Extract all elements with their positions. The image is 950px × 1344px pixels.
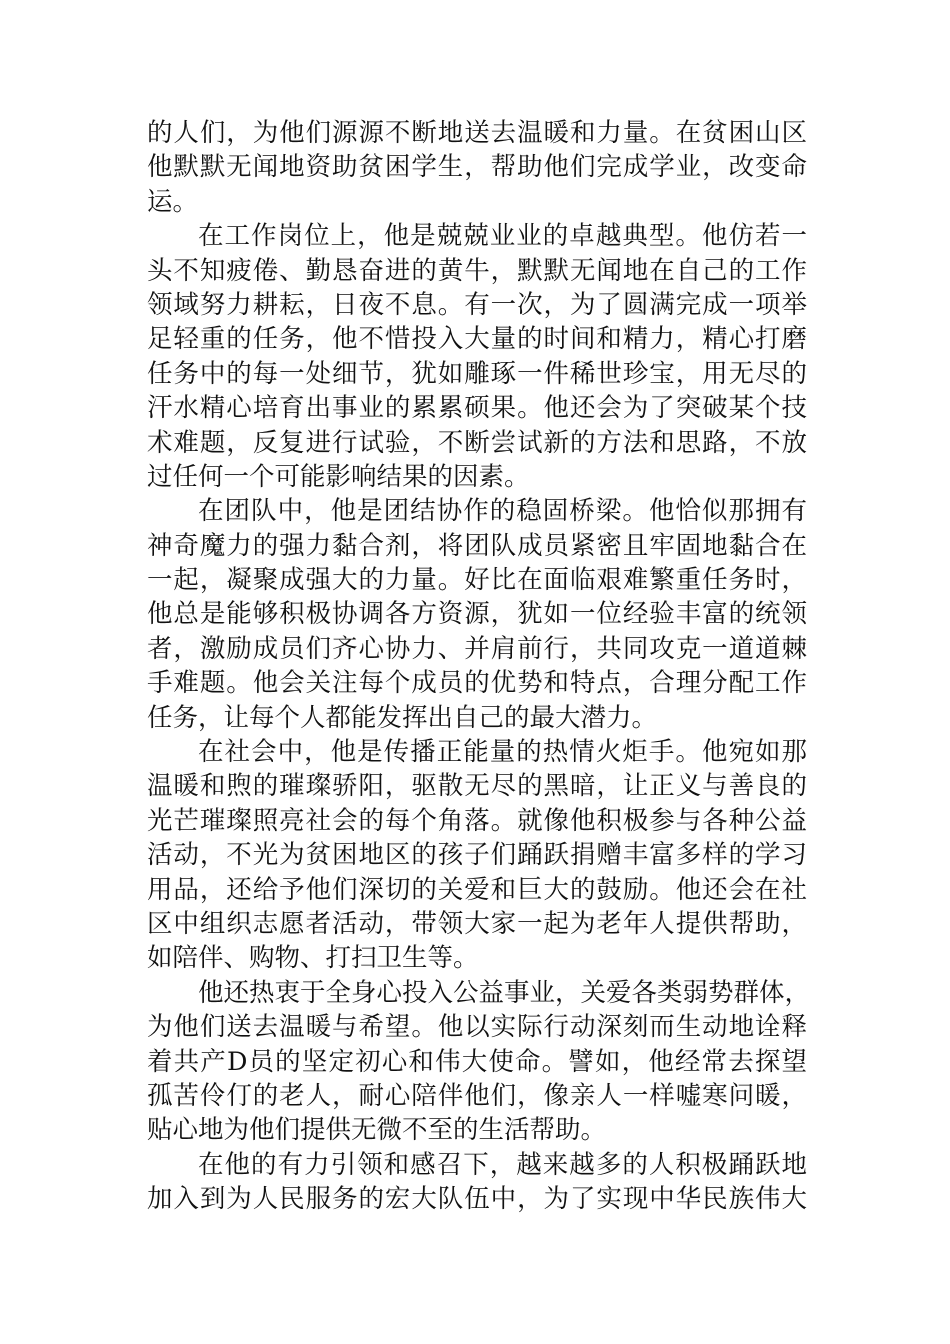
paragraph-first-line: 在他的有力引领和感召下，越来越多的人积极踊跃地 [198,1149,807,1180]
text-line: 过任何一个可能影响结果的因素。 [147,461,530,492]
paragraph-first-line: 在团队中，他是团结协作的稳固桥梁。他恰似那拥有 [198,496,807,527]
text-line: 用品，还给予他们深切的关爱和巨大的鼓励。他还会在社 [147,874,807,905]
text-line: 孤苦伶仃的老人，耐心陪伴他们，像亲人一样嘘寒问暖， [147,1080,807,1111]
text-line: 区中组织志愿者活动，带领大家一起为老年人提供帮助， [147,908,807,939]
text-line: 为他们送去温暖与希望。他以实际行动深刻而生动地诠释 [147,1012,807,1043]
text-line: 神奇魔力的强力黏合剂，将团队成员紧密且牢固地黏合在 [147,530,807,561]
text-line: 头不知疲倦、勤恳奋进的黄牛，默默无闻地在自己的工作 [147,255,807,286]
text-line: 温暖和煦的璀璨骄阳，驱散无尽的黑暗，让正义与善良的 [147,771,807,802]
text-line: 运。 [147,186,199,217]
text-line: 任务，让每个人都能发挥出自己的最大潜力。 [147,702,658,733]
text-line: 汗水精心培育出事业的累累硕果。他还会为了突破某个技 [147,393,807,424]
text-line: 一起，凝聚成强大的力量。好比在面临艰难繁重任务时， [147,565,807,596]
paragraph-first-line: 他还热衷于全身心投入公益事业，关爱各类弱势群体， [198,977,811,1008]
text-line: 着共产D员的坚定初心和伟大使命。譬如，他经常去探望 [147,1046,807,1077]
text-line: 足轻重的任务，他不惜投入大量的时间和精力，精心打磨 [147,324,807,355]
text-line: 者，激励成员们齐心协力、并肩前行，共同攻克一道道棘 [147,633,807,664]
text-line: 任务中的每一处细节，犹如雕琢一件稀世珍宝，用无尽的 [147,358,807,389]
paragraph-first-line: 在工作岗位上，他是兢兢业业的卓越典型。他仿若一 [198,221,807,252]
text-line: 术难题，反复进行试验，不断尝试新的方法和思路，不放 [147,427,807,458]
text-line: 手难题。他会关注每个成员的优势和特点，合理分配工作 [147,668,807,699]
text-line: 他总是能够积极协调各方资源，犹如一位经验丰富的统领 [147,599,807,630]
paragraph-first-line: 在社会中，他是传播正能量的热情火炬手。他宛如那 [198,737,807,768]
text-line: 如陪伴、购物、打扫卫生等。 [147,943,479,974]
text-line: 光芒璀璨照亮社会的每个角落。就像他积极参与各种公益 [147,805,807,836]
text-line: 加入到为人民服务的宏大队伍中，为了实现中华民族伟大 [147,1184,807,1215]
body-text [147,116,811,1217]
text-line: 的人们，为他们源源不断地送去温暖和力量。在贫困山区 [147,118,807,148]
text-line: 贴心地为他们提供无微不至的生活帮助。 [147,1115,607,1146]
text-line: 他默默无闻地资助贫困学生，帮助他们完成学业，改变命 [147,152,807,183]
text-line: 活动，不光为贫困地区的孩子们踊跃捐赠丰富多样的学习 [147,840,807,871]
text-line: 领域努力耕耘，日夜不息。有一次，为了圆满完成一项举 [147,289,807,320]
